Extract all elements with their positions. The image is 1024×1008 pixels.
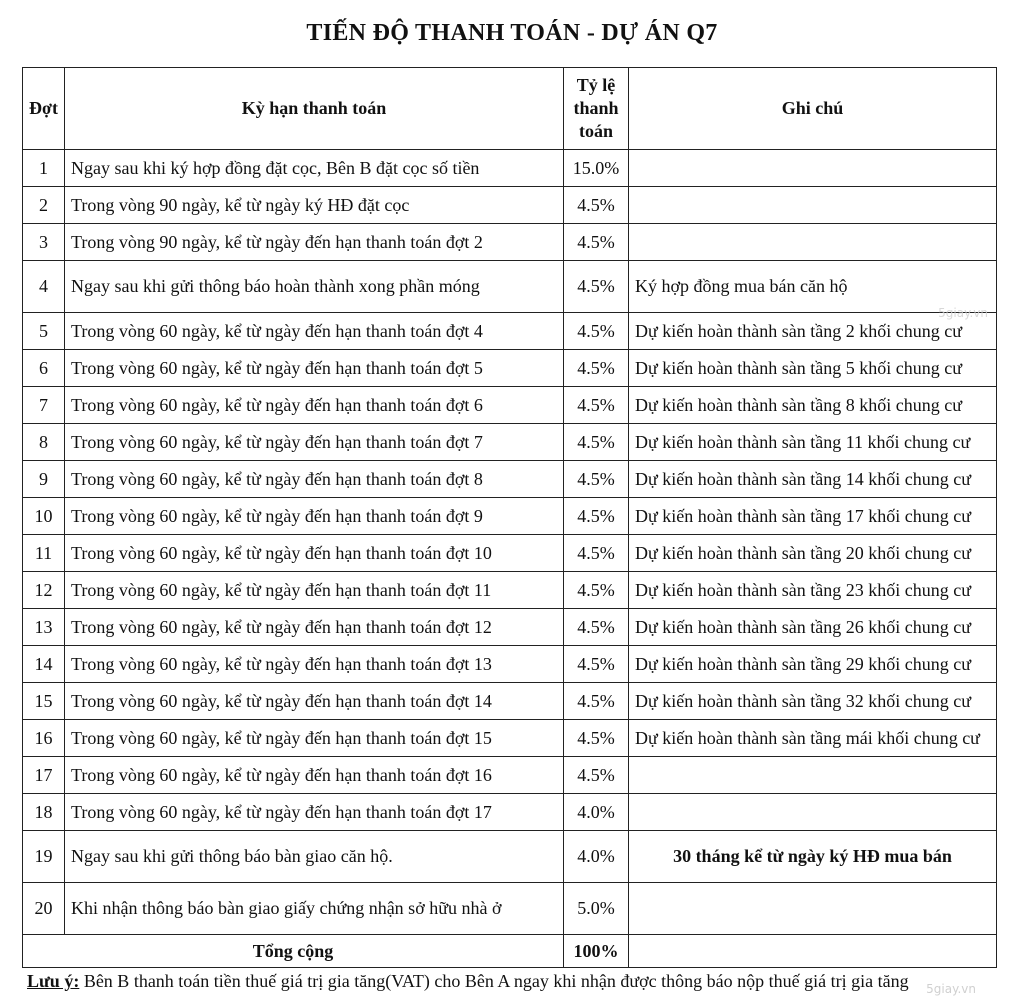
row-ky-han: Trong vòng 90 ngày, kể từ ngày đến hạn thanh toán đợt 2 <box>65 224 564 261</box>
row-dot: 7 <box>23 387 65 424</box>
row-dot: 6 <box>23 350 65 387</box>
row-dot: 17 <box>23 757 65 794</box>
row-ty-le: 4.5% <box>564 683 629 720</box>
row-ty-le: 4.5% <box>564 424 629 461</box>
row-ty-le: 4.5% <box>564 187 629 224</box>
header-dot: Đợt <box>23 68 65 150</box>
row-ky-han: Trong vòng 90 ngày, kể từ ngày ký HĐ đặt cọc <box>65 187 564 224</box>
table-row <box>23 646 997 683</box>
row-ghi-chu <box>629 150 997 187</box>
row-ghi-chu: Dự kiến hoàn thành sàn tầng 8 khối chung cư <box>629 387 997 424</box>
row-ty-le: 4.0% <box>564 831 629 883</box>
row-ty-le: 4.5% <box>564 535 629 572</box>
footnote-label: Lưu ý: <box>27 971 80 991</box>
row-ty-le: 4.5% <box>564 387 629 424</box>
table-row <box>23 424 997 461</box>
table-row <box>23 261 997 313</box>
row-ghi-chu: Dự kiến hoàn thành sàn tầng 29 khối chung cư <box>629 646 997 683</box>
row-ky-han: Trong vòng 60 ngày, kể từ ngày đến hạn thanh toán đợt 15 <box>65 720 564 757</box>
table-row <box>23 461 997 498</box>
row-ty-le: 4.5% <box>564 313 629 350</box>
row-ky-han: Trong vòng 60 ngày, kể từ ngày đến hạn thanh toán đợt 16 <box>65 757 564 794</box>
row-dot: 9 <box>23 461 65 498</box>
row-ty-le: 4.5% <box>564 572 629 609</box>
row-dot: 3 <box>23 224 65 261</box>
row-ky-han: Trong vòng 60 ngày, kể từ ngày đến hạn thanh toán đợt 5 <box>65 350 564 387</box>
table-row <box>23 794 997 831</box>
row-ky-han: Trong vòng 60 ngày, kể từ ngày đến hạn thanh toán đợt 7 <box>65 424 564 461</box>
row-dot: 13 <box>23 609 65 646</box>
row-dot: 15 <box>23 683 65 720</box>
row-ghi-chu: Dự kiến hoàn thành sàn tầng mái khối chung cư <box>629 720 997 757</box>
table-row <box>23 313 997 350</box>
row-ghi-chu <box>629 757 997 794</box>
row-dot: 19 <box>23 831 65 883</box>
watermark-side: 5giay.vn <box>938 306 988 320</box>
total-value: 100% <box>564 935 629 968</box>
row-dot: 4 <box>23 261 65 313</box>
row-ty-le: 4.5% <box>564 498 629 535</box>
table-row <box>23 720 997 757</box>
row-dot: 2 <box>23 187 65 224</box>
table-row <box>23 187 997 224</box>
row-ghi-chu: Dự kiến hoàn thành sàn tầng 32 khối chung cư <box>629 683 997 720</box>
footnote-text: Bên B thanh toán tiền thuế giá trị gia tăng(VAT) cho Bên A ngay khi nhận được thông báo nộp thuế giá trị gia tăng <box>83 971 909 991</box>
row-ghi-chu: Dự kiến hoàn thành sàn tầng 23 khối chung cư <box>629 572 997 609</box>
table-row <box>23 683 997 720</box>
row-ghi-chu: Ký hợp đồng mua bán căn hộ <box>629 261 997 313</box>
row-ty-le: 4.5% <box>564 461 629 498</box>
row-ghi-chu: Dự kiến hoàn thành sàn tầng 17 khối chung cư <box>629 498 997 535</box>
table-row <box>23 224 997 261</box>
row-ty-le: 4.0% <box>564 794 629 831</box>
header-ty-le <box>564 68 629 150</box>
row-dot: 1 <box>23 150 65 187</box>
page-title: TIẾN ĐỘ THANH TOÁN - DỰ ÁN Q7 <box>306 20 718 46</box>
row-ghi-chu: Dự kiến hoàn thành sàn tầng 5 khối chung cư <box>629 350 997 387</box>
row-dot: 12 <box>23 572 65 609</box>
row-ky-han: Ngay sau khi gửi thông báo hoàn thành xong phần móng <box>65 261 564 313</box>
table-row <box>23 387 997 424</box>
row-ty-le: 4.5% <box>564 350 629 387</box>
row-ky-han: Trong vòng 60 ngày, kể từ ngày đến hạn thanh toán đợt 17 <box>65 794 564 831</box>
row-dot: 20 <box>23 883 65 935</box>
row-ty-le: 4.5% <box>564 261 629 313</box>
row-ky-han: Trong vòng 60 ngày, kể từ ngày đến hạn thanh toán đợt 4 <box>65 313 564 350</box>
row-ky-han: Trong vòng 60 ngày, kể từ ngày đến hạn thanh toán đợt 8 <box>65 461 564 498</box>
table-header-row <box>23 68 997 150</box>
row-dot: 10 <box>23 498 65 535</box>
header-ty-le-line3: toán <box>578 121 613 141</box>
row-ky-han: Trong vòng 60 ngày, kể từ ngày đến hạn thanh toán đợt 6 <box>65 387 564 424</box>
row-ghi-chu: Dự kiến hoàn thành sàn tầng 20 khối chung cư <box>629 535 997 572</box>
row-dot: 14 <box>23 646 65 683</box>
table-row <box>23 535 997 572</box>
row-ky-han: Trong vòng 60 ngày, kể từ ngày đến hạn thanh toán đợt 11 <box>65 572 564 609</box>
watermark: 5giay.vn <box>926 982 976 996</box>
row-ty-le: 4.5% <box>564 757 629 794</box>
row-ty-le: 4.5% <box>564 224 629 261</box>
header-ghi-chu: Ghi chú <box>629 68 997 150</box>
row-dot: 5 <box>23 313 65 350</box>
row-ky-han: Trong vòng 60 ngày, kể từ ngày đến hạn thanh toán đợt 10 <box>65 535 564 572</box>
row-dot: 16 <box>23 720 65 757</box>
table-row <box>23 498 997 535</box>
row-ghi-chu <box>629 883 997 935</box>
row-ty-le: 15.0% <box>564 150 629 187</box>
row-ky-han: Ngay sau khi ký hợp đồng đặt cọc, Bên B đặt cọc số tiền <box>65 150 564 187</box>
footnote <box>27 971 909 992</box>
header-ky-han: Kỳ hạn thanh toán <box>65 68 564 150</box>
table-row <box>23 572 997 609</box>
row-ky-han: Ngay sau khi gửi thông báo bàn giao căn hộ. <box>65 831 564 883</box>
table-row <box>23 831 997 883</box>
payment-schedule-table <box>22 67 997 968</box>
row-ky-han: Trong vòng 60 ngày, kể từ ngày đến hạn thanh toán đợt 9 <box>65 498 564 535</box>
row-ghi-chu <box>629 794 997 831</box>
row-ghi-chu: Dự kiến hoàn thành sàn tầng 14 khối chung cư <box>629 461 997 498</box>
row-ty-le: 4.5% <box>564 609 629 646</box>
row-ghi-chu <box>629 187 997 224</box>
row-ky-han: Khi nhận thông báo bàn giao giấy chứng nhận sở hữu nhà ở <box>65 883 564 935</box>
row-dot: 8 <box>23 424 65 461</box>
row-ky-han: Trong vòng 60 ngày, kể từ ngày đến hạn thanh toán đợt 14 <box>65 683 564 720</box>
row-ghi-chu: Dự kiến hoàn thành sàn tầng 2 khối chung cư <box>629 313 997 350</box>
row-ghi-chu: 30 tháng kể từ ngày ký HĐ mua bán <box>629 831 997 883</box>
row-ky-han: Trong vòng 60 ngày, kể từ ngày đến hạn thanh toán đợt 13 <box>65 646 564 683</box>
table-row <box>23 757 997 794</box>
row-ky-han: Trong vòng 60 ngày, kể từ ngày đến hạn thanh toán đợt 12 <box>65 609 564 646</box>
table-row <box>23 883 997 935</box>
total-note-empty <box>629 935 997 968</box>
table-row <box>23 609 997 646</box>
table-row <box>23 350 997 387</box>
row-ghi-chu: Dự kiến hoàn thành sàn tầng 26 khối chung cư <box>629 609 997 646</box>
row-ghi-chu: Dự kiến hoàn thành sàn tầng 11 khối chung cư <box>629 424 997 461</box>
table-row <box>23 150 997 187</box>
row-ty-le: 4.5% <box>564 720 629 757</box>
row-ty-le: 4.5% <box>564 646 629 683</box>
total-label: Tổng cộng <box>23 935 564 968</box>
header-ty-le-line2: thanh <box>573 98 619 118</box>
header-ty-le-line1: Tỷ lệ <box>576 75 616 95</box>
row-dot: 18 <box>23 794 65 831</box>
row-ty-le: 5.0% <box>564 883 629 935</box>
table-total-row <box>23 935 997 968</box>
row-ghi-chu <box>629 224 997 261</box>
row-dot: 11 <box>23 535 65 572</box>
